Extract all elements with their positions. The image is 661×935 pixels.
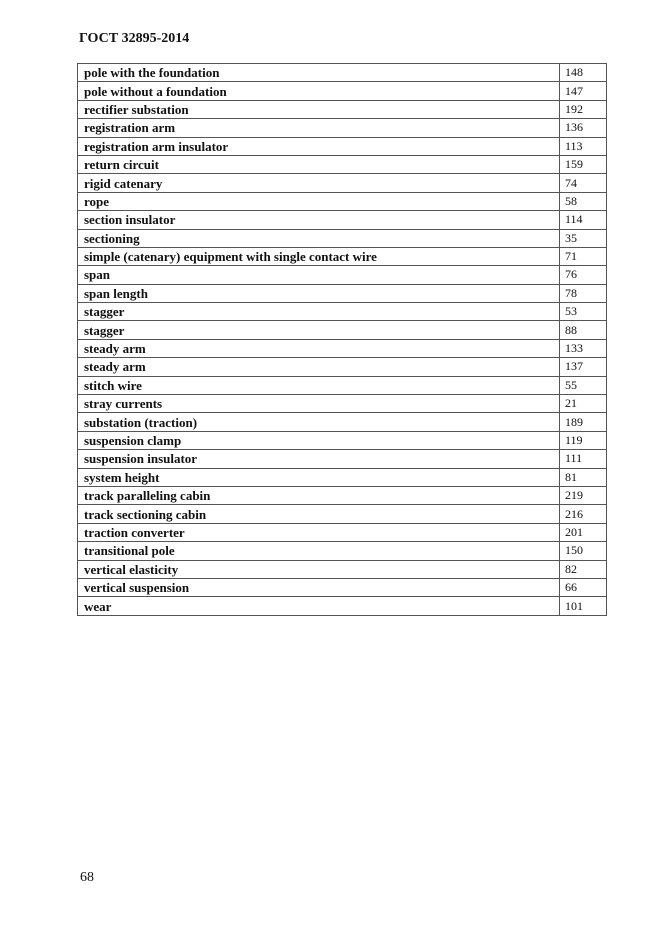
table-row [78, 395, 607, 413]
page-ref-cell: 148 [560, 64, 607, 82]
term-cell: sectioning [78, 229, 560, 247]
page-ref-cell: 159 [560, 155, 607, 173]
table-row [78, 523, 607, 541]
term-cell: pole with the foundation [78, 64, 560, 82]
page-ref-cell: 111 [560, 450, 607, 468]
page-ref-cell: 81 [560, 468, 607, 486]
table-row [78, 431, 607, 449]
page-ref-cell: 113 [560, 137, 607, 155]
table-row [78, 284, 607, 302]
page-ref-cell: 76 [560, 266, 607, 284]
term-cell: substation (traction) [78, 413, 560, 431]
page-ref-cell: 55 [560, 376, 607, 394]
table-row [78, 266, 607, 284]
document-header: ГОСТ 32895-2014 [79, 31, 190, 46]
term-cell: span length [78, 284, 560, 302]
term-cell: suspension insulator [78, 450, 560, 468]
page-number: 68 [80, 870, 94, 885]
page-ref-cell: 82 [560, 560, 607, 578]
page-ref-cell: 88 [560, 321, 607, 339]
term-cell: stagger [78, 321, 560, 339]
table-row [78, 486, 607, 504]
page-ref-cell: 53 [560, 303, 607, 321]
page-ref-cell: 74 [560, 174, 607, 192]
term-cell: track sectioning cabin [78, 505, 560, 523]
page-ref-cell: 21 [560, 395, 607, 413]
page-ref-cell: 133 [560, 339, 607, 357]
term-cell: suspension clamp [78, 431, 560, 449]
term-cell: stagger [78, 303, 560, 321]
table-row [78, 505, 607, 523]
page-ref-cell: 201 [560, 523, 607, 541]
term-cell: registration arm insulator [78, 137, 560, 155]
table-row [78, 119, 607, 137]
table-row [78, 321, 607, 339]
page-ref-cell: 58 [560, 192, 607, 210]
term-cell: stray currents [78, 395, 560, 413]
term-cell: stitch wire [78, 376, 560, 394]
term-cell: wear [78, 597, 560, 615]
table-row [78, 174, 607, 192]
page-ref-cell: 78 [560, 284, 607, 302]
page-ref-cell: 192 [560, 100, 607, 118]
page-ref-cell: 147 [560, 82, 607, 100]
term-cell: traction converter [78, 523, 560, 541]
term-cell: simple (catenary) equipment with single contact wire [78, 247, 560, 265]
table-row [78, 155, 607, 173]
page-ref-cell: 219 [560, 486, 607, 504]
table-row [78, 82, 607, 100]
term-cell: track paralleling cabin [78, 486, 560, 504]
term-cell: rigid catenary [78, 174, 560, 192]
table-row [78, 137, 607, 155]
page-ref-cell: 101 [560, 597, 607, 615]
term-cell: vertical elasticity [78, 560, 560, 578]
table-row [78, 376, 607, 394]
table-row [78, 413, 607, 431]
term-cell: registration arm [78, 119, 560, 137]
term-cell: section insulator [78, 211, 560, 229]
term-cell: system height [78, 468, 560, 486]
table-row [78, 560, 607, 578]
page-ref-cell: 114 [560, 211, 607, 229]
term-cell: steady arm [78, 339, 560, 357]
table-row [78, 247, 607, 265]
page-ref-cell: 150 [560, 542, 607, 560]
table-row [78, 100, 607, 118]
table-row [78, 229, 607, 247]
table-row [78, 578, 607, 596]
term-cell: vertical suspension [78, 578, 560, 596]
table-row [78, 192, 607, 210]
term-cell: rope [78, 192, 560, 210]
table-row [78, 339, 607, 357]
page-ref-cell: 66 [560, 578, 607, 596]
page-ref-cell: 189 [560, 413, 607, 431]
table-row [78, 450, 607, 468]
page-ref-cell: 71 [560, 247, 607, 265]
term-cell: pole without a foundation [78, 82, 560, 100]
table-row [78, 64, 607, 82]
term-cell: return circuit [78, 155, 560, 173]
table-row [78, 303, 607, 321]
page-ref-cell: 136 [560, 119, 607, 137]
term-index-table [77, 63, 607, 616]
page-ref-cell: 35 [560, 229, 607, 247]
page-ref-cell: 119 [560, 431, 607, 449]
table-row [78, 211, 607, 229]
page-ref-cell: 137 [560, 358, 607, 376]
term-cell: steady arm [78, 358, 560, 376]
term-cell: transitional pole [78, 542, 560, 560]
table-row [78, 542, 607, 560]
term-cell: span [78, 266, 560, 284]
table-row [78, 597, 607, 615]
term-cell: rectifier substation [78, 100, 560, 118]
table-row [78, 358, 607, 376]
page-ref-cell: 216 [560, 505, 607, 523]
term-index-body [78, 64, 607, 616]
table-row [78, 468, 607, 486]
